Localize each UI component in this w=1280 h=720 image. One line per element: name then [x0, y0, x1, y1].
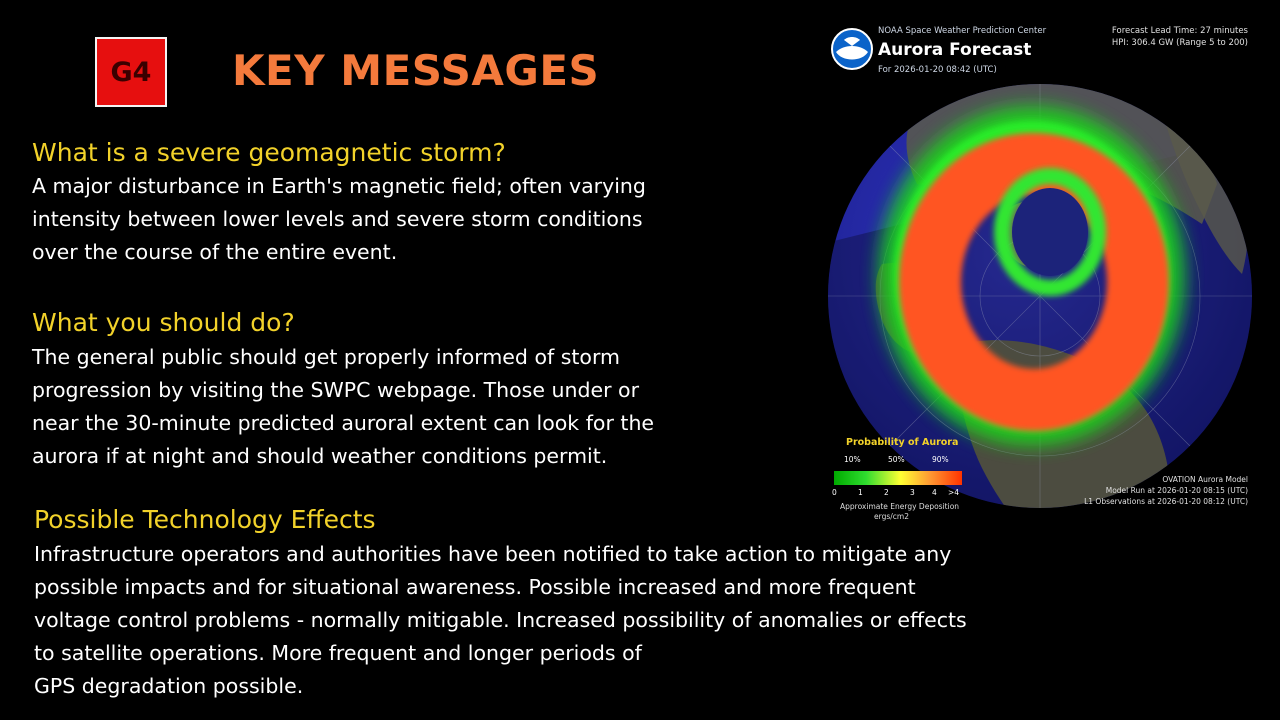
forecast-hpi: HPI: 306.4 GW (Range 5 to 200)	[1111, 38, 1248, 48]
text-line: progression by visiting the SWPC webpage. Those under or	[32, 378, 640, 402]
legend-tick: 1	[858, 488, 863, 497]
legend-tick: 4	[932, 488, 937, 497]
storm-definition-heading: What is a severe geomagnetic storm?	[32, 138, 506, 167]
legend-unit: Approximate Energy Deposition	[840, 502, 960, 511]
text-line: voltage control problems - normally mitigable. Increased possibility of anomalies or effects	[34, 608, 967, 632]
page-title: KEY MESSAGES	[232, 46, 600, 95]
storm-definition-text	[32, 170, 682, 269]
legend-tick: 2	[884, 488, 889, 497]
aurora-globe-graphic	[822, 14, 1262, 530]
forecast-date: For 2026-01-20 08:42 (UTC)	[878, 65, 997, 75]
text-line: possible impacts and for situational awareness. Possible increased and more frequent	[34, 575, 916, 599]
model-name: OVATION Aurora Model	[1162, 475, 1248, 484]
polar-cap	[1012, 188, 1088, 276]
legend-tick: 3	[910, 488, 915, 497]
text-line: A major disturbance in Earth's magnetic field; often varying	[32, 174, 646, 198]
text-line: Infrastructure operators and authorities have been notified to take action to mitigate any	[34, 542, 952, 566]
storm-level-badge	[95, 37, 167, 107]
technology-effects-heading: Possible Technology Effects	[34, 505, 376, 534]
forecast-title: Aurora Forecast	[878, 40, 1032, 60]
text-line: intensity between lower levels and severe storm conditions	[32, 207, 643, 231]
legend-percent-50: 50%	[888, 455, 905, 464]
text-line: over the course of the entire event.	[32, 240, 398, 264]
forecast-lead-time: Forecast Lead Time: 27 minutes	[1111, 26, 1248, 36]
text-line: to satellite operations. More frequent and longer periods of	[34, 641, 642, 665]
aurora-forecast-map	[822, 14, 1262, 530]
forecast-source: NOAA Space Weather Prediction Center	[878, 26, 1047, 36]
legend-colorbar	[834, 471, 962, 485]
legend-percent-10: 10%	[844, 455, 861, 464]
legend-tick: 0	[832, 488, 837, 497]
legend-title: Probability of Aurora	[846, 437, 959, 448]
text-line: GPS degradation possible.	[34, 674, 304, 698]
text-line: near the 30-minute predicted auroral extent can look for the	[32, 411, 655, 435]
model-run-time: Model Run at 2026-01-20 08:15 (UTC)	[1105, 486, 1248, 495]
storm-level-text: G4	[110, 56, 152, 88]
legend-tick: >4	[948, 488, 960, 497]
what-to-do-text	[32, 341, 692, 473]
legend-percent-90: 90%	[932, 455, 949, 464]
legend-unit-ergs: ergs/cm2	[874, 512, 909, 521]
l1-observation-time: L1 Observations at 2026-01-20 08:12 (UTC)	[1084, 497, 1248, 506]
text-line: aurora if at night and should weather conditions permit.	[32, 444, 608, 468]
noaa-logo-icon	[832, 29, 872, 69]
text-line: The general public should get properly informed of storm	[32, 345, 621, 369]
what-to-do-heading: What you should do?	[32, 308, 295, 337]
technology-effects-text	[34, 538, 1014, 703]
